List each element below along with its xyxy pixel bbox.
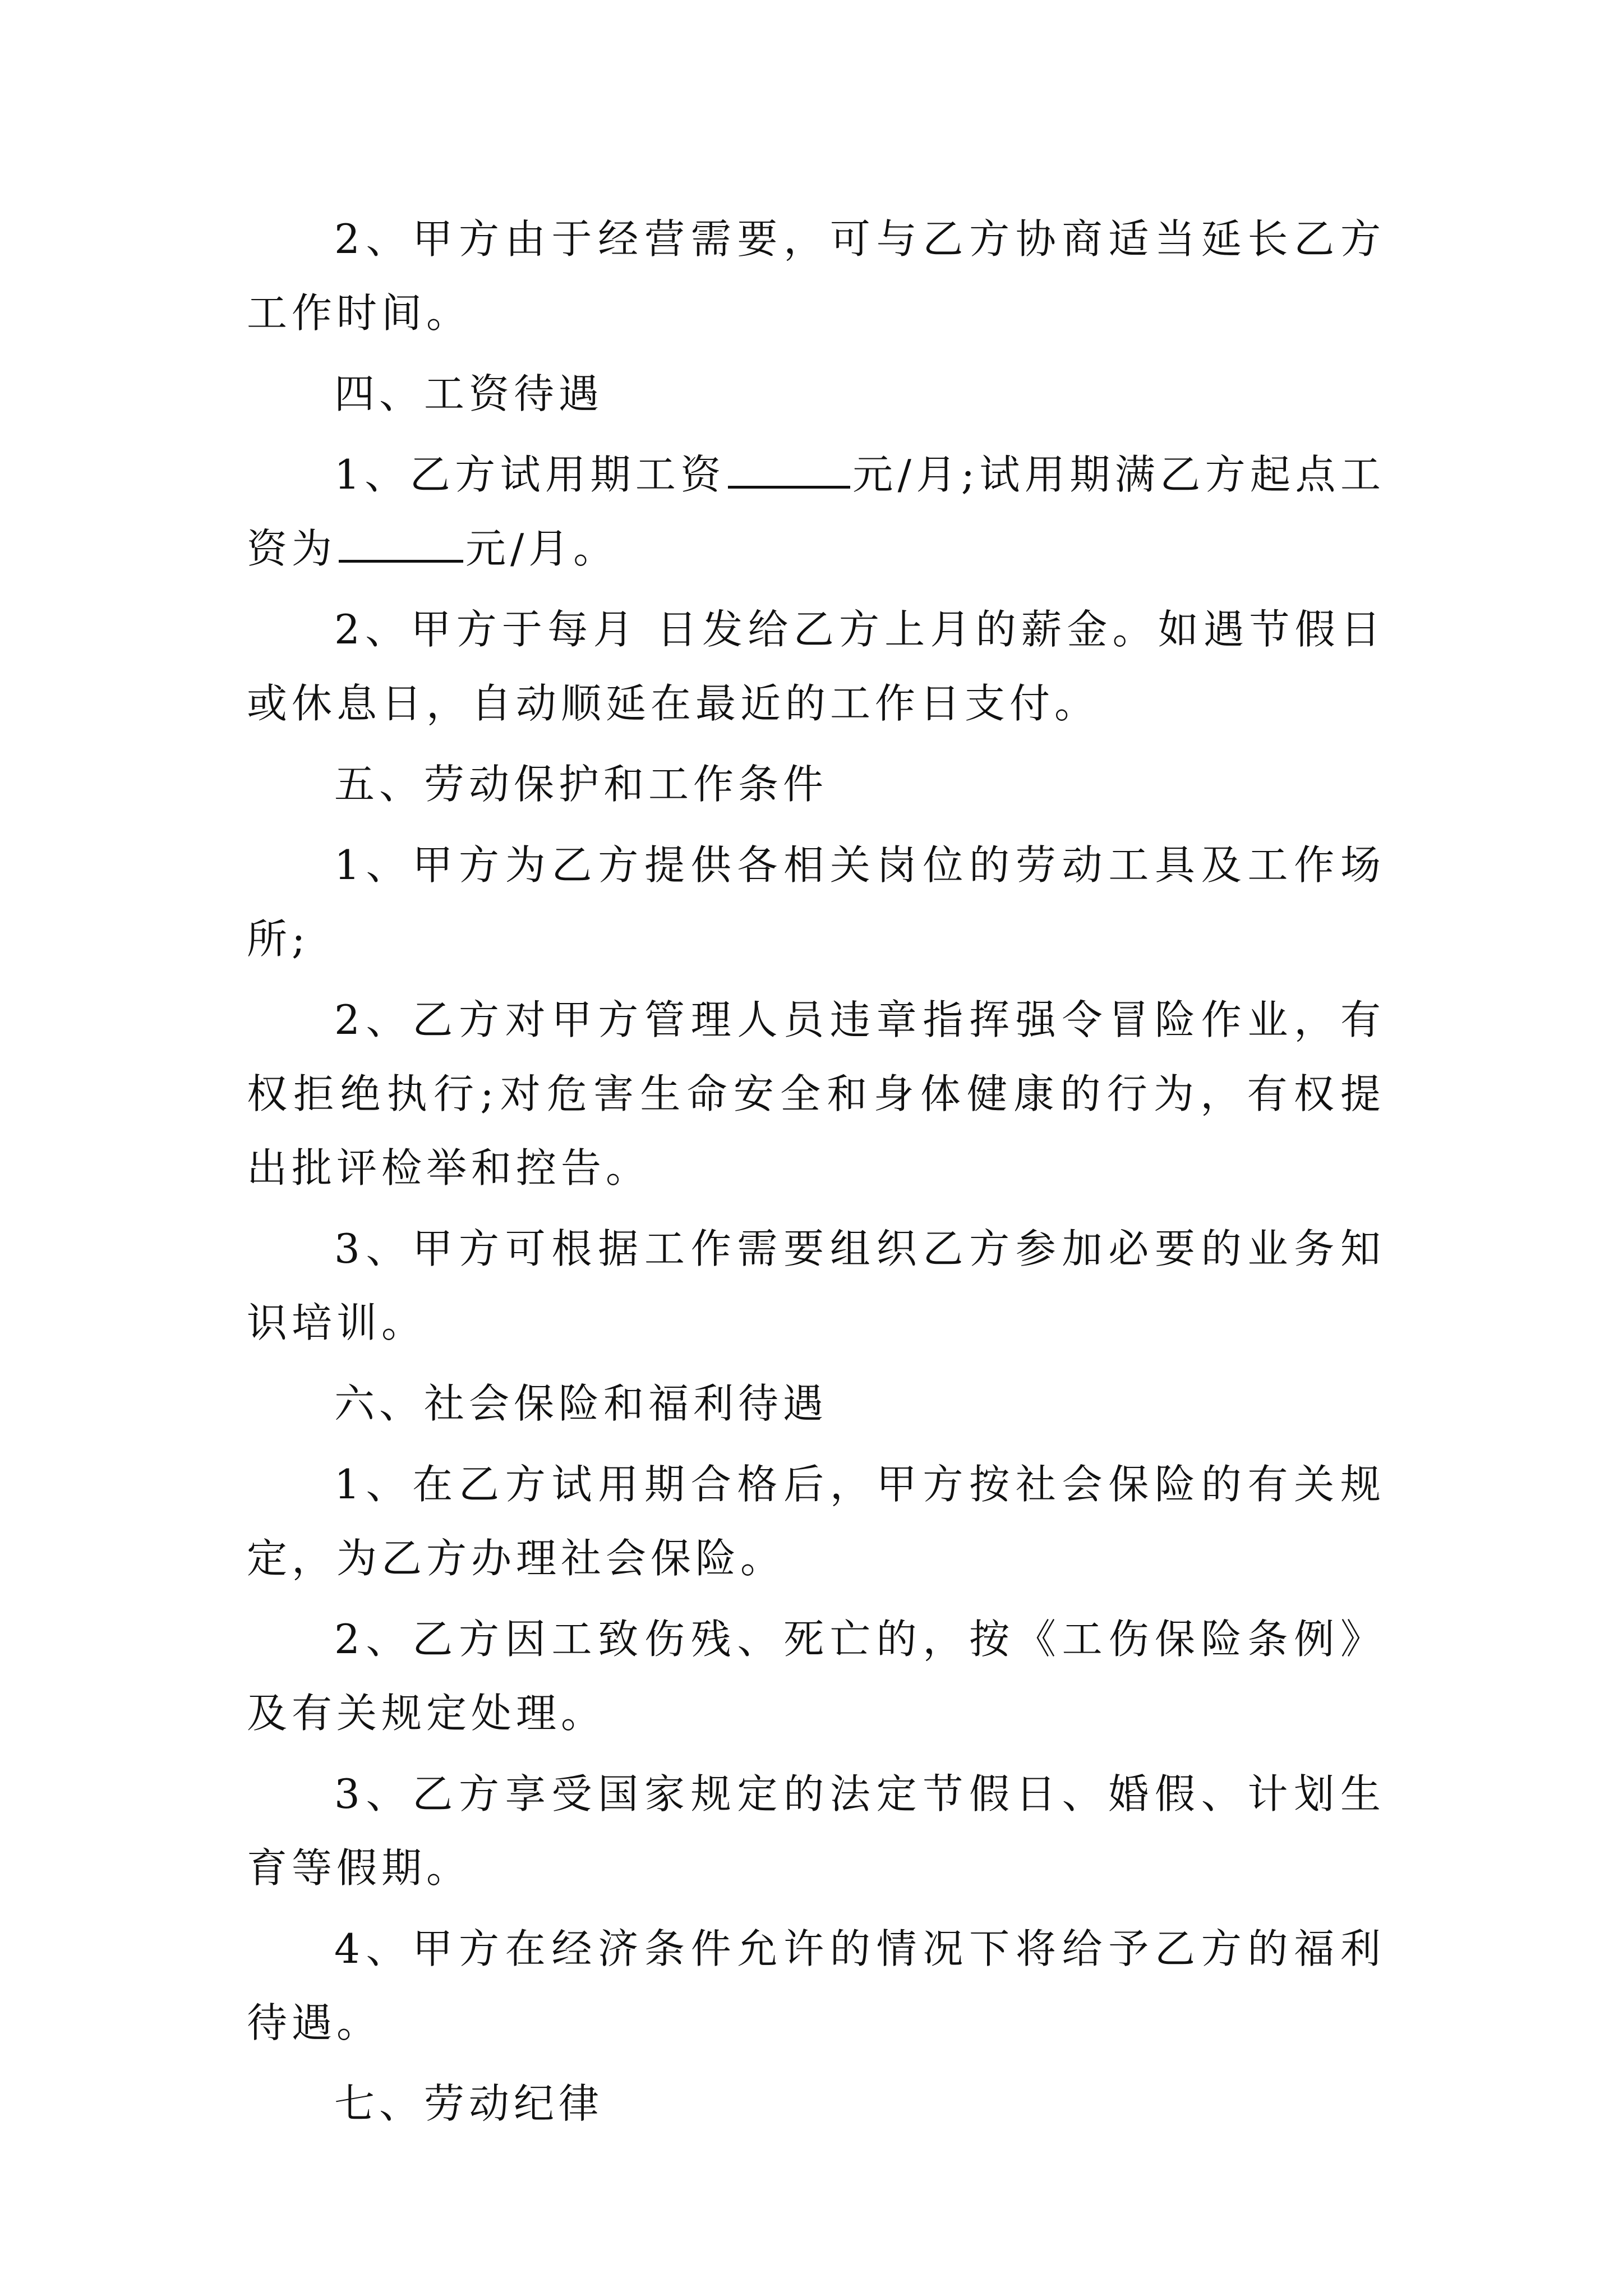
paragraph-4-1-part-a: 1、乙方试用期工资 [334, 451, 726, 498]
paragraph-4-2: 2、甲方于每月 日发给乙方上月的薪金。如遇节假日或休息日，自动顺延在最近的工作日支付。 [247, 606, 1385, 727]
paragraph-5-2: 2、乙方对甲方管理人员违章指挥强令冒险作业，有权拒绝执行;对危害生命安全和身体健康的行为，有权提出批评检举和控告。 [247, 996, 1385, 1191]
paragraph-4-1 [247, 438, 1385, 586]
paragraph-6-1: 1、在乙方试用期合格后，甲方按社会保险的有关规定，为乙方办理社会保险。 [247, 1461, 1385, 1582]
paragraph-4-1-part-b: 元/月;试用期满乙方起点工资为 [247, 451, 1385, 572]
paragraph-2-2: 2、甲方由于经营需要，可与乙方协商适当延长乙方工作时间。 [247, 215, 1385, 337]
paragraph-5-3: 3、甲方可根据工作需要组织乙方参加必要的业务知识培训。 [247, 1225, 1385, 1346]
paragraph-6-4: 4、甲方在经济条件允许的情况下将给予乙方的福利待遇。 [247, 1925, 1385, 2046]
section-heading-7: 七、劳动纪律 [334, 2080, 604, 2127]
section-heading-6: 六、社会保险和福利待遇 [334, 1380, 828, 1427]
document-body [247, 202, 1385, 2147]
blank-line-probation-salary [728, 452, 850, 489]
section-heading-5: 五、劳动保护和工作条件 [334, 761, 828, 808]
blank-line-starting-salary [339, 526, 463, 563]
paragraph-5-1: 1、甲方为乙方提供各相关岗位的劳动工具及工作场所; [247, 841, 1385, 963]
section-heading-4: 四、工资待遇 [334, 370, 604, 417]
paragraph-6-3: 3、乙方享受国家规定的法定节假日、婚假、计划生育等假期。 [247, 1770, 1385, 1892]
paragraph-4-1-part-c: 元/月。 [465, 525, 619, 572]
paragraph-6-2: 2、乙方因工致伤残、死亡的，按《工伤保险条例》及有关规定处理。 [247, 1616, 1385, 1737]
